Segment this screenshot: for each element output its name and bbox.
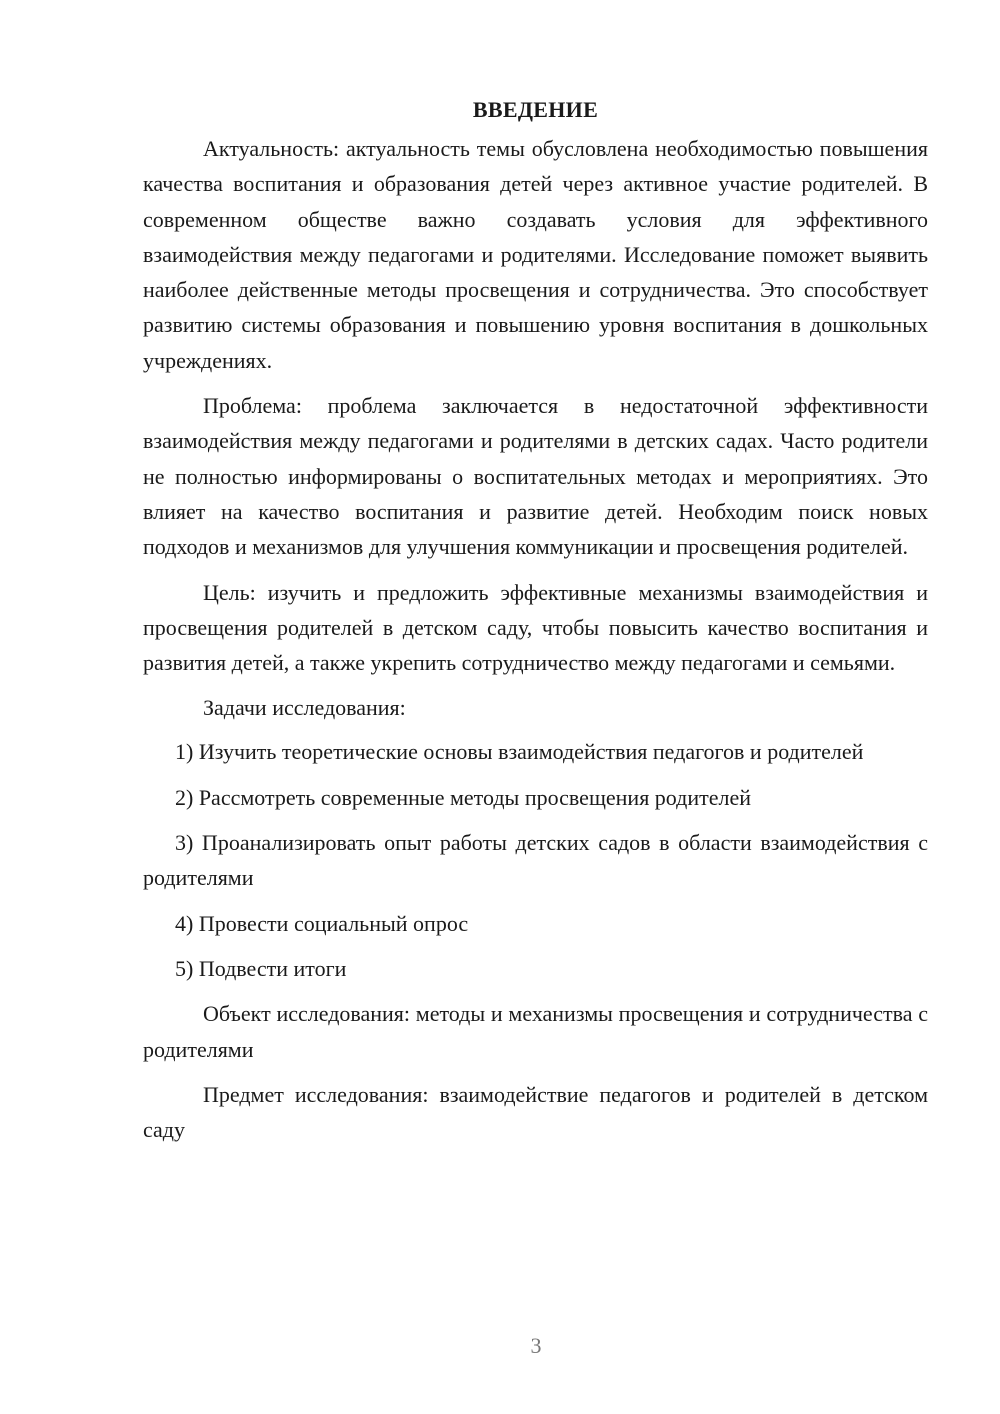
relevance-paragraph: Актуальность: актуальность темы обусловлена необходимостью повышения качества воспитания и образования детей через активное участие родителей. В современном обществе важно создавать условия для эффективного взаимодействия между педагогами и родителями. Исследование поможет выявить наиболее действенные методы просвещения и сотрудничества. Это способствует развитию системы образования и повышению уровня воспитания в дошкольных учреждениях.: [143, 136, 928, 373]
task-item: 2) Рассмотреть современные методы просвещения родителей: [175, 784, 752, 810]
task-item: 1) Изучить теоретические основы взаимодействия педагогов и родителей: [175, 739, 864, 765]
goal-paragraph: Цель: изучить и предложить эффективные механизмы взаимодействия и просвещения родителей в детском саду, чтобы повысить качество воспитания и развития детей, а также укрепить сотрудничество между педагогами и семьями.: [143, 579, 928, 676]
section-title: ВВЕДЕНИЕ: [472, 97, 599, 122]
tasks-heading: Задачи исследования:: [203, 695, 406, 721]
task-item: 3) Проанализировать опыт работы детских садов в области взаимодействия с родителями: [143, 830, 928, 891]
problem-paragraph: Проблема: проблема заключается в недостаточной эффективности взаимодействия между педагогами и родителями в детских садах. Часто родители не полностью информированы о воспитательных методах и мероприятиях. Это влияет на качество воспитания и развитие детей. Необходим поиск новых подходов и механизмов для улучшения коммуникации и просвещения родителей.: [143, 393, 928, 560]
tasks-list: [143, 734, 928, 986]
task-item: 5) Подвести итоги: [175, 955, 347, 981]
page-number: 3: [530, 1333, 542, 1358]
task-item: 4) Провести социальный опрос: [175, 910, 469, 936]
research-object-paragraph: Объект исследования: методы и механизмы просвещения и сотрудничества с родителями: [143, 1001, 928, 1062]
document-page: [143, 92, 928, 1157]
research-subject-paragraph: Предмет исследования: взаимодействие педагогов и родителей в детском саду: [143, 1081, 928, 1143]
